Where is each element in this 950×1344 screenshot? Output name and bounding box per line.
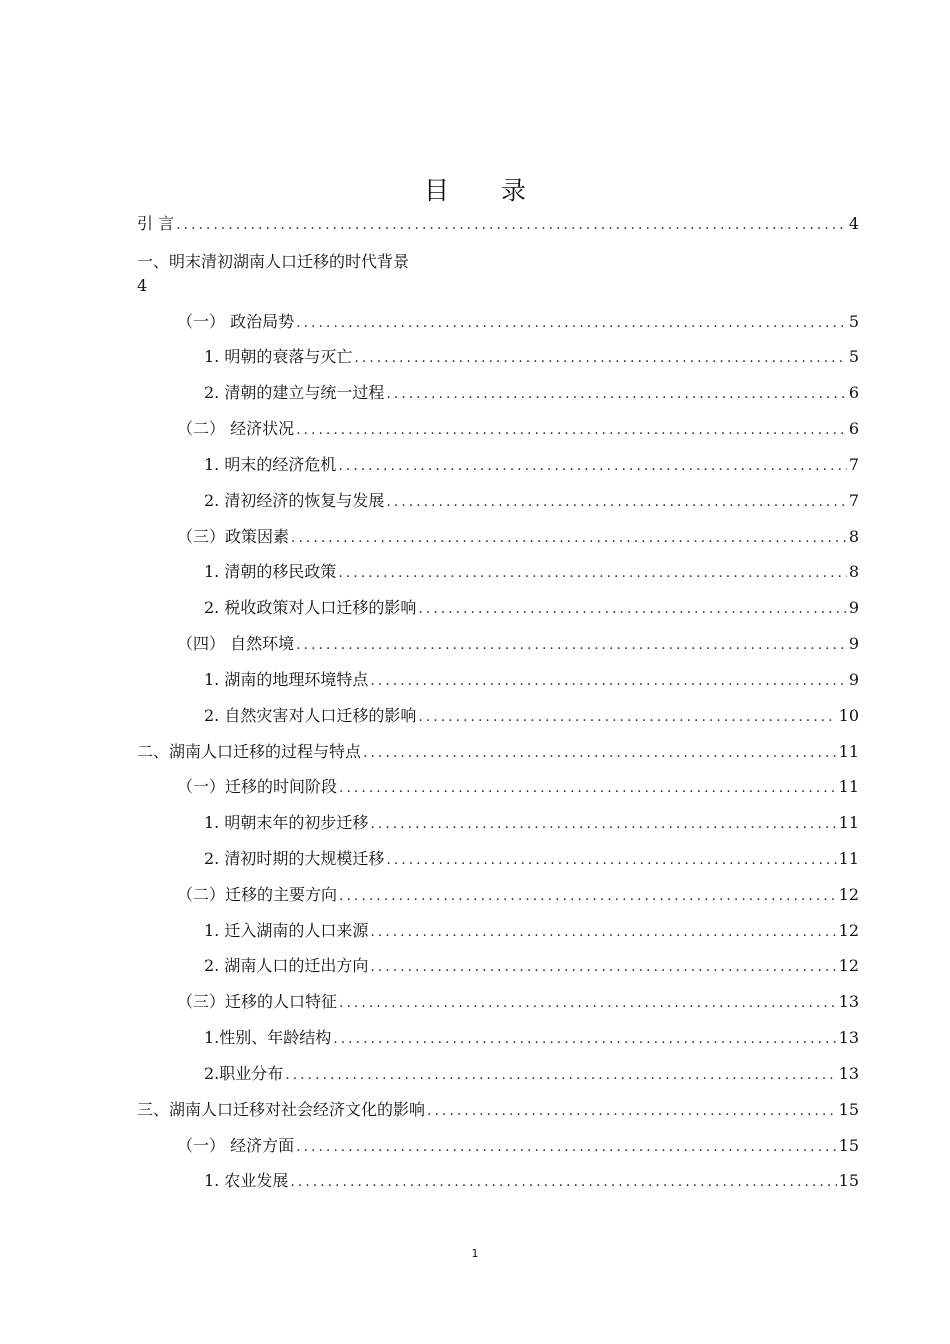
toc-entry-page: 13	[838, 1064, 859, 1083]
toc-entry-label: 2. 税收政策对人口迁移的影响	[204, 598, 417, 617]
toc-entry[interactable]	[204, 848, 859, 871]
toc-leader-dots	[338, 455, 846, 477]
toc-entry-page: 15	[838, 1171, 859, 1190]
toc-entry-label: 2. 自然灾害对人口迁移的影响	[204, 706, 417, 725]
toc-entry-page: 12	[838, 921, 859, 940]
toc-entry[interactable]	[204, 955, 859, 978]
toc-entry[interactable]	[204, 920, 859, 943]
toc-entry-page: 8	[848, 562, 859, 581]
toc-entry-label: （三）迁移的人口特征	[177, 992, 338, 1011]
toc-entry[interactable]	[177, 1135, 859, 1158]
toc-leader-dots	[370, 813, 836, 835]
toc-entry-label: 1.性别、年龄结构	[204, 1028, 332, 1047]
toc-entry[interactable]	[204, 812, 859, 835]
toc-entry[interactable]	[204, 669, 859, 692]
toc-leader-dots	[363, 742, 837, 764]
toc-entry-label: 一、明末清初湖南人口迁移的时代背景	[137, 252, 410, 271]
toc-leader-dots	[333, 1028, 836, 1050]
toc-leader-dots	[386, 491, 846, 513]
toc-leader-dots	[386, 849, 836, 871]
toc-leader-dots	[296, 1136, 837, 1158]
toc-leader-dots	[291, 527, 847, 549]
toc-leader-dots	[339, 885, 837, 907]
toc-entry-page: 9	[848, 670, 859, 689]
toc-entry-label: 1. 明朝末年的初步迁移	[204, 813, 369, 832]
toc-entry[interactable]	[204, 561, 859, 584]
toc-entry[interactable]	[137, 741, 859, 764]
toc-leader-dots	[296, 419, 847, 441]
toc-entry-page: 6	[848, 383, 859, 402]
toc-entry-label: （一）迁移的时间阶段	[177, 777, 338, 796]
toc-entry-page: 11	[838, 742, 859, 761]
toc-leader-dots	[386, 383, 846, 405]
toc-entry[interactable]	[204, 382, 859, 405]
toc-leader-dots	[418, 598, 846, 620]
toc-leader-dots	[339, 992, 837, 1014]
toc-entry-page: 13	[838, 992, 859, 1011]
toc-entry-label: （一） 政治局势	[177, 312, 295, 331]
toc-leader-dots	[338, 562, 846, 584]
toc-entry[interactable]	[137, 213, 859, 236]
toc-entry-page: 9	[848, 598, 859, 617]
toc-entry-label: 1. 迁入湖南的人口来源	[204, 921, 369, 940]
toc-leader-dots	[339, 777, 837, 799]
toc-entry-label: 2. 清初时期的大规模迁移	[204, 849, 385, 868]
toc-entry-label: 1. 清朝的移民政策	[204, 562, 337, 581]
toc-entry[interactable]	[204, 597, 859, 620]
toc-entry[interactable]	[204, 705, 859, 728]
toc-entry[interactable]	[177, 526, 859, 549]
toc-entry-label: 三、湖南人口迁移对社会经济文化的影响	[137, 1100, 426, 1119]
toc-entry-page: 7	[848, 491, 859, 510]
toc-entry[interactable]	[204, 490, 859, 513]
toc-entry-label: 1. 农业发展	[204, 1171, 289, 1190]
toc-entry[interactable]	[204, 1027, 859, 1050]
toc-entry-label: 二、湖南人口迁移的过程与特点	[137, 742, 362, 761]
toc-entry-page: 10	[838, 706, 859, 725]
page-number: 1	[471, 1247, 479, 1260]
toc-leader-dots	[285, 1064, 836, 1086]
toc-entry-page: 4	[137, 276, 148, 295]
toc-entry[interactable]	[137, 1099, 859, 1122]
toc-entry-label: （三）政策因素	[177, 527, 290, 546]
toc-leader-dots	[427, 1100, 837, 1122]
toc-entry-label: 2.职业分布	[204, 1064, 284, 1083]
toc-leader-dots	[370, 670, 846, 692]
toc-entry[interactable]	[177, 418, 859, 441]
toc-leader-dots	[354, 347, 846, 369]
toc-entry-label: （四） 自然环境	[177, 634, 295, 653]
toc-entry-label: 2. 清初经济的恢复与发展	[204, 491, 385, 510]
toc-entry-page: 4	[848, 214, 859, 233]
toc-leader-dots	[176, 214, 847, 236]
toc-entry-page: 9	[848, 634, 859, 653]
toc-entry[interactable]	[204, 1170, 859, 1193]
toc-entry[interactable]	[177, 776, 859, 799]
toc-entry-label: （二）迁移的主要方向	[177, 885, 338, 904]
toc-entry-page: 11	[838, 777, 859, 796]
toc-leader-dots	[290, 1171, 836, 1193]
page-title: 目 录	[424, 176, 548, 205]
toc-entry-page: 7	[848, 455, 859, 474]
toc-entry-page: 12	[838, 885, 859, 904]
toc-entry-label: 1. 明末的经济危机	[204, 455, 337, 474]
toc-entry[interactable]	[177, 311, 859, 334]
toc-entry-page: 6	[848, 419, 859, 438]
toc-entry-page: 5	[848, 312, 859, 331]
toc-entry[interactable]	[204, 346, 859, 369]
toc-entry-page: 11	[838, 849, 859, 868]
toc-entry-label: 2. 湖南人口的迁出方向	[204, 956, 369, 975]
toc-leader-dots	[296, 312, 847, 334]
toc-entry[interactable]	[204, 1063, 859, 1086]
toc-entry[interactable]	[137, 251, 409, 273]
toc-entry-label: 引 言	[137, 214, 175, 233]
toc-entry-page: 13	[838, 1028, 859, 1047]
toc-entry-label: （一） 经济方面	[177, 1136, 295, 1155]
toc-leader-dots	[370, 921, 836, 943]
toc-entry-page: 5	[848, 347, 859, 366]
toc-entry-page: 15	[838, 1100, 859, 1119]
toc-entry-label: 1. 湖南的地理环境特点	[204, 670, 369, 689]
toc-entry[interactable]	[177, 991, 859, 1014]
toc-entry[interactable]	[204, 454, 859, 477]
toc-leader-dots	[418, 706, 836, 728]
toc-entry-page: 8	[848, 527, 859, 546]
toc-entry-label: （二） 经济状况	[177, 419, 295, 438]
toc-entry[interactable]	[177, 884, 859, 907]
toc-entry-page: 11	[838, 813, 859, 832]
toc-entry-page: 15	[838, 1136, 859, 1155]
toc-leader-dots	[370, 956, 836, 978]
toc-entry-label: 2. 清朝的建立与统一过程	[204, 383, 385, 402]
toc-entry-label: 1. 明朝的衰落与灭亡	[204, 347, 353, 366]
toc-leader-dots	[296, 634, 847, 656]
toc-entry[interactable]	[177, 633, 859, 656]
toc-entry-page: 12	[838, 956, 859, 975]
